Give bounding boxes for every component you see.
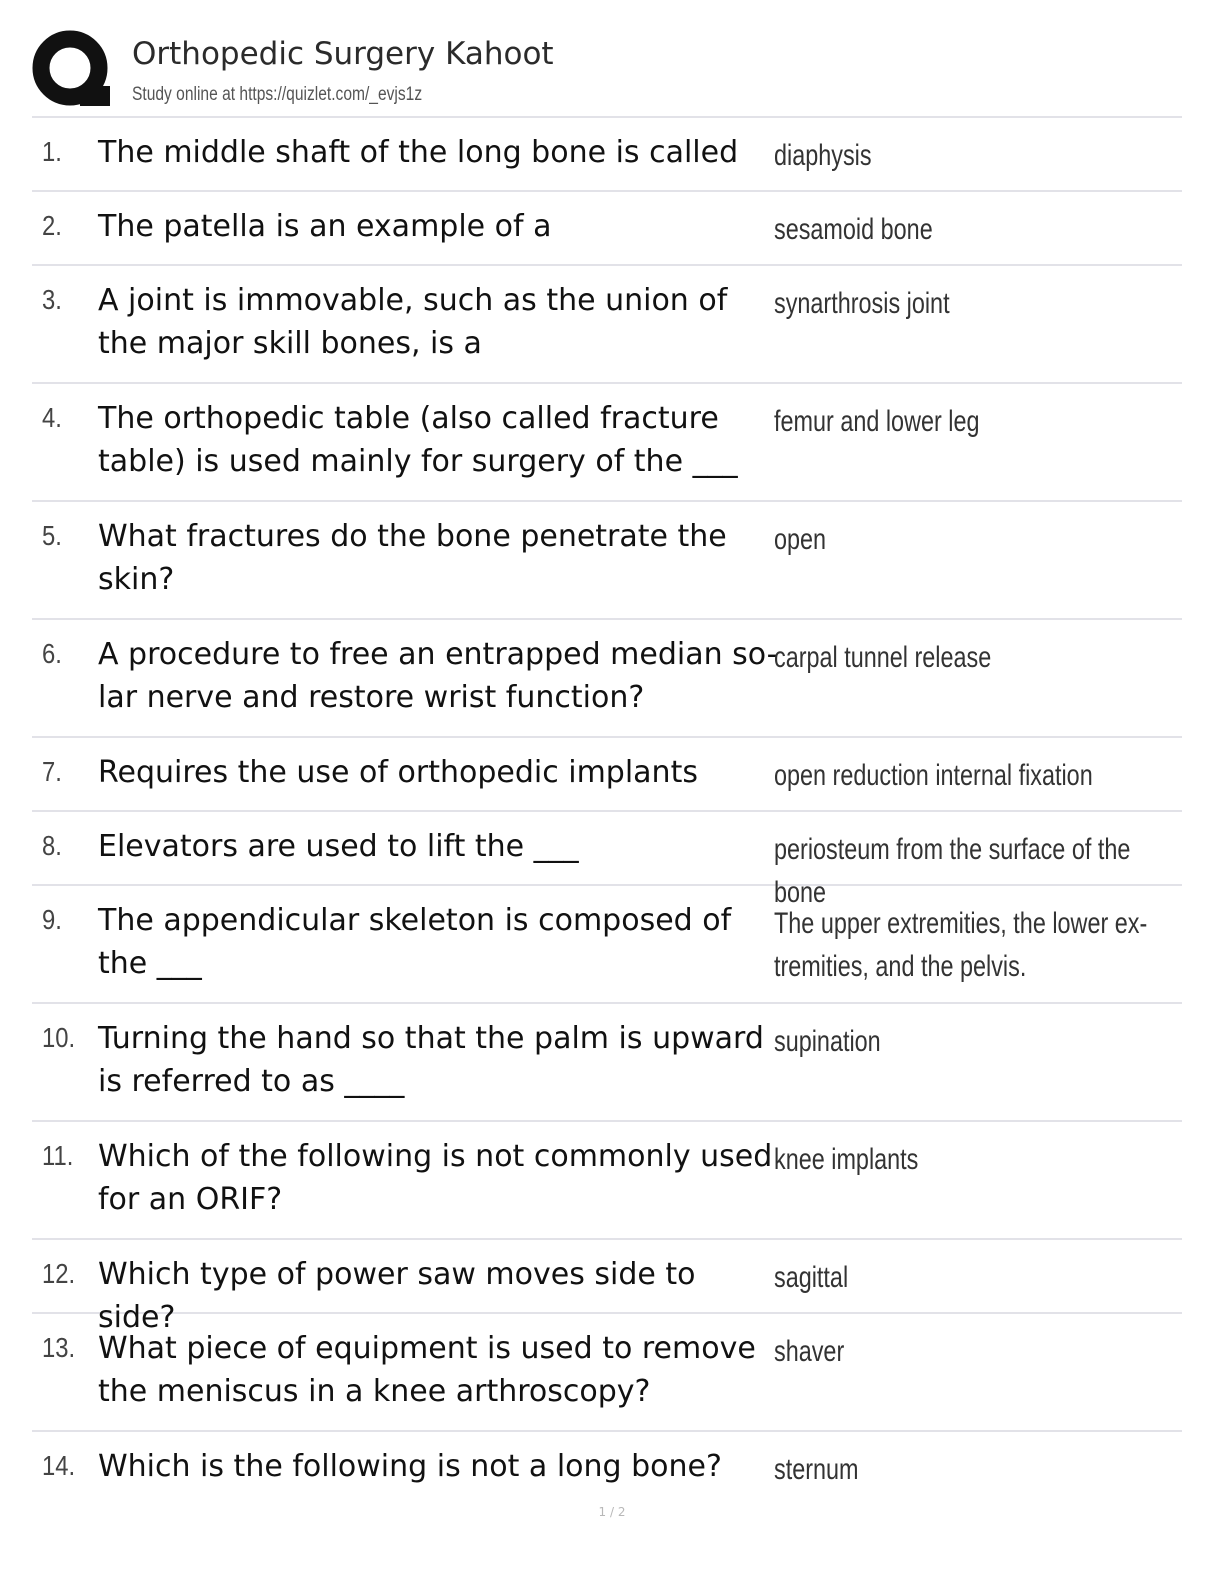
flashcard-8: [32, 812, 1182, 909]
card-definition: open: [774, 523, 827, 556]
card-number: 13.: [42, 1332, 76, 1363]
flashcard-3: [32, 266, 1182, 384]
flashcard-4: [32, 384, 1182, 502]
card-term: Which of the following is not commonly used for an ORIF?: [98, 1139, 773, 1217]
card-term: Turning the hand so that the palm is upward is referred to as ____: [98, 1021, 764, 1099]
card-definition: sesamoid bone: [774, 213, 933, 246]
card-number: 7.: [42, 756, 62, 787]
flashcard-9: [32, 886, 1182, 1004]
flashcard-12: [32, 1240, 1182, 1335]
card-number: 1.: [42, 136, 62, 167]
card-definition: supination: [774, 1025, 881, 1058]
card-number: 5.: [42, 520, 62, 551]
card-number: 12.: [42, 1258, 76, 1289]
card-definition: diaphysis: [774, 139, 872, 172]
card-number: 3.: [42, 284, 62, 315]
card-definition: open reduction internal fixation: [774, 759, 1093, 792]
flashcard-10: [32, 1004, 1182, 1122]
card-number: 2.: [42, 210, 62, 241]
card-term: A procedure to free an entrapped median so-lar nerve and restore wrist function?: [98, 637, 778, 715]
card-number: 4.: [42, 402, 62, 433]
flashcard-11: [32, 1122, 1182, 1240]
card-term: Requires the use of orthopedic implants: [98, 755, 698, 790]
card-number: 8.: [42, 830, 62, 861]
page-title: Orthopedic Surgery Kahoot: [132, 36, 554, 72]
page-number: 1 / 2: [598, 1505, 626, 1519]
card-definition: sagittal: [774, 1261, 849, 1294]
card-term: The middle shaft of the long bone is called: [98, 135, 739, 170]
flashcard-5: [32, 502, 1182, 620]
card-definition: femur and lower leg: [774, 405, 980, 438]
flashcard-list: [32, 116, 1182, 1506]
card-term: A joint is immovable, such as the union of the major skill bones, is a: [98, 283, 728, 361]
flashcard-6: [32, 620, 1182, 738]
card-term: What fractures do the bone penetrate the skin?: [98, 519, 727, 597]
flashcard-1: [32, 118, 1182, 192]
card-number: 10.: [42, 1022, 76, 1053]
card-definition: The upper extremities, the lower ex-tremities, and the pelvis.: [774, 907, 1148, 983]
page-header: [32, 30, 1182, 116]
card-term: Elevators are used to lift the ___: [98, 829, 579, 864]
card-term: What piece of equipment is used to remove the meniscus in a knee arthroscopy?: [98, 1331, 756, 1409]
card-definition: synarthrosis joint: [774, 287, 950, 320]
quizlet-logo-icon: [32, 30, 112, 112]
card-number: 6.: [42, 638, 62, 669]
card-number: 11.: [42, 1140, 74, 1171]
flashcard-2: [32, 192, 1182, 266]
study-link-text[interactable]: Study online at https://quizlet.com/_evjs1z: [132, 84, 423, 105]
card-definition: shaver: [774, 1335, 845, 1368]
card-definition: periosteum from the surface of the bone: [774, 833, 1131, 909]
card-definition: sternum: [774, 1453, 859, 1486]
card-definition: carpal tunnel release: [774, 641, 992, 674]
flashcard-7: [32, 738, 1182, 812]
card-term: The appendicular skeleton is composed of the ___: [98, 903, 732, 981]
card-term: Which type of power saw moves side to side?: [98, 1257, 696, 1335]
card-term: Which is the following is not a long bone?: [98, 1449, 722, 1484]
flashcard-14: [32, 1432, 1182, 1506]
card-term: The orthopedic table (also called fracture table) is used mainly for surgery of the ___: [98, 401, 738, 479]
card-definition: knee implants: [774, 1143, 919, 1176]
card-number: 14.: [42, 1450, 76, 1481]
card-term: The patella is an example of a: [98, 209, 552, 244]
card-number: 9.: [42, 904, 62, 935]
flashcard-13: [32, 1314, 1182, 1432]
